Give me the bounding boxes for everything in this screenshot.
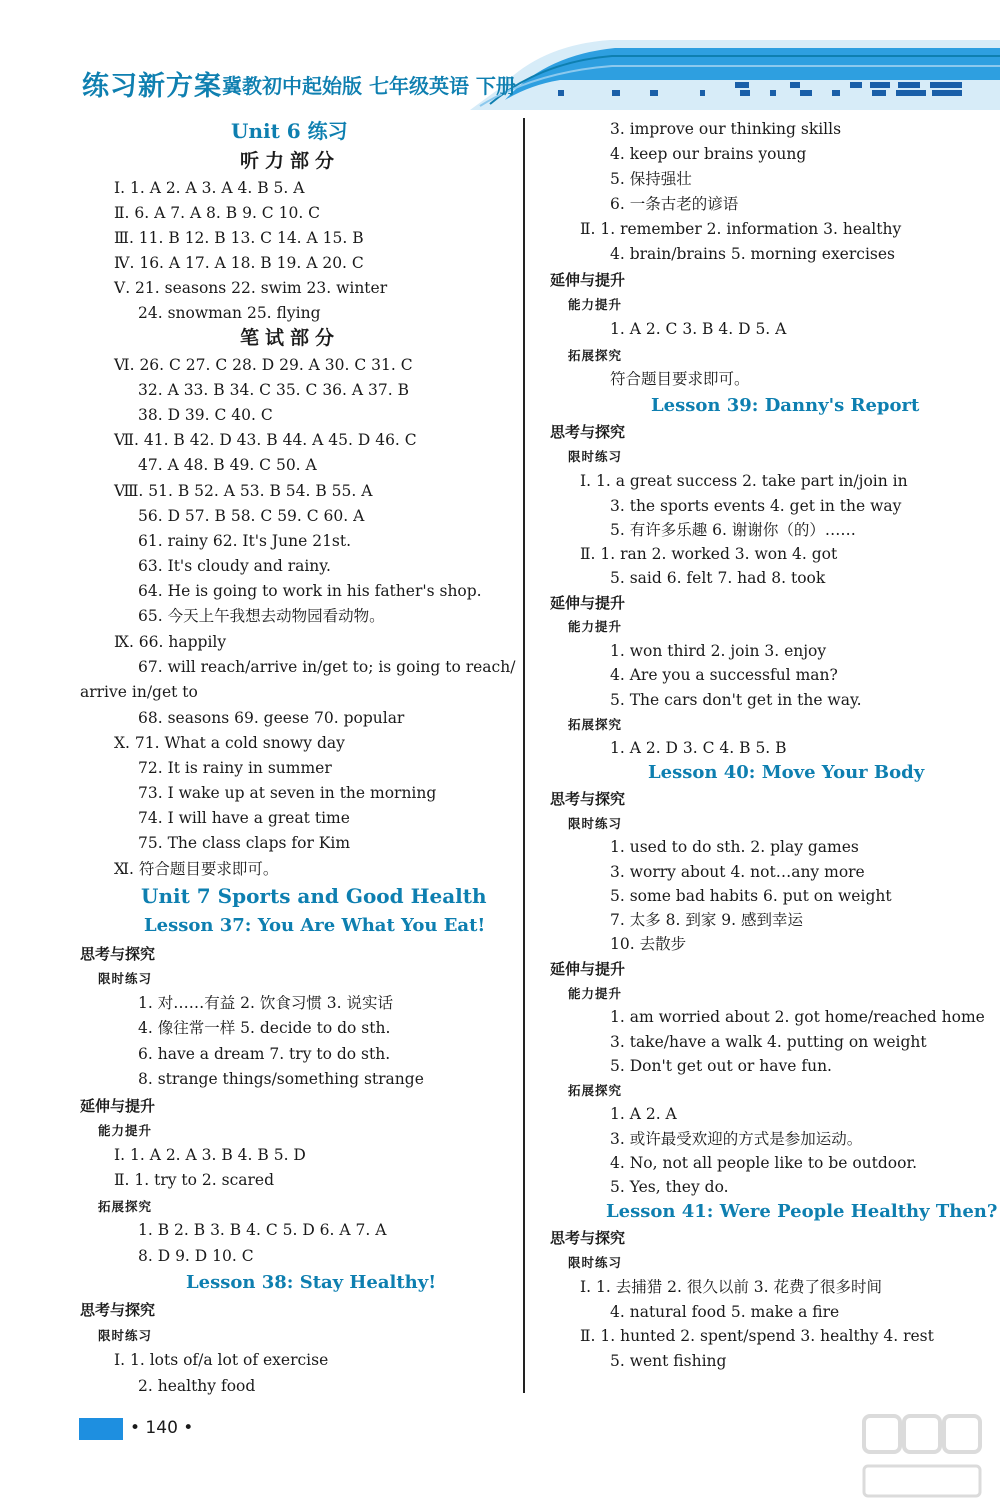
category-heading: 思考与探究 [550,423,626,441]
answer-line: 5. went fishing [610,1352,727,1370]
page-number: • 140 • [130,1418,194,1438]
answer-line: 64. He is going to work in his father's shop. [138,582,482,600]
page-header [0,0,1000,110]
subcategory-heading: 限时练习 [568,1255,623,1270]
answer-line: 3. take/have a walk 4. putting on weight [610,1033,927,1051]
answer-line: 63. It's cloudy and rainy. [138,557,331,575]
section-heading: 笔试部分 [240,327,341,349]
answer-line: 38. D 39. C 40. C [138,406,273,424]
category-heading: 思考与探究 [550,790,626,808]
answer-line: Ⅰ. 1. a great success 2. take part in/join in [580,472,908,490]
answer-line: 1. A 2. D 3. C 4. B 5. B [610,739,787,757]
answer-line: 5. some bad habits 6. put on weight [610,887,892,905]
answer-line: Ⅱ. 1. try to 2. scared [114,1171,275,1189]
answer-line: 1. B 2. B 3. B 4. C 5. D 6. A 7. A [138,1221,387,1239]
subcategory-heading: 限时练习 [98,971,153,986]
answer-line: 3. improve our thinking skills [610,120,842,138]
subcategory-heading: 拓展探究 [568,348,623,363]
unit-heading: Unit 7 Sports and Good Health [141,884,487,908]
column-divider [523,118,525,1393]
answer-line: 1. 对……有益 2. 饮食习惯 3. 说实话 [138,994,394,1012]
answer-line: 1. won third 2. join 3. enjoy [610,642,827,660]
answer-line: Ⅱ. 1. ran 2. worked 3. won 4. got [580,545,838,563]
subcategory-heading: 限时练习 [568,816,623,831]
answer-line: 73. I wake up at seven in the morning [138,784,437,802]
page-number-bar [79,1418,123,1440]
lesson-heading: Lesson 40: Move Your Body [648,762,925,783]
subcategory-heading: 能力提升 [568,619,623,634]
answer-line: 24. snowman 25. flying [138,304,321,322]
category-heading: 思考与探究 [550,1229,626,1247]
answer-line: 4. brain/brains 5. morning exercises [610,245,895,263]
lesson-heading: Lesson 41: Were People Healthy Then? [606,1201,998,1222]
subcategory-heading: 拓展探究 [98,1199,153,1214]
subcategory-heading: 能力提升 [98,1123,153,1138]
answer-line: 72. It is rainy in summer [138,759,332,777]
answer-line: Ⅱ. 1. hunted 2. spent/spend 3. healthy 4. rest [580,1327,934,1345]
answer-line: Ⅴ. 21. seasons 22. swim 23. winter [114,279,388,297]
answer-line: 5. Don't get out or have fun. [610,1057,832,1075]
subcategory-heading: 能力提升 [568,297,623,312]
category-heading: 思考与探究 [80,1301,156,1319]
subcategory-heading: 拓展探究 [568,717,623,732]
answer-line: 68. seasons 69. geese 70. popular [138,709,405,727]
section-heading: 听力部分 [240,150,341,172]
answer-line: Ⅹ. 71. What a cold snowy day [114,734,345,752]
answer-line: 4. Are you a successful man? [610,666,838,684]
answer-line: Ⅱ. 1. remember 2. information 3. healthy [580,220,902,238]
category-heading: 延伸与提升 [550,960,626,978]
answer-line: 2. healthy food [138,1377,256,1395]
answer-line: 4. natural food 5. make a fire [610,1303,840,1321]
answer-line: Ⅰ. 1. A 2. A 3. A 4. B 5. A [114,179,305,197]
answer-line: 67. will reach/arrive in/get to; is going to reach/ [138,658,516,676]
lesson-heading: Lesson 39: Danny's Report [651,395,920,416]
answer-line: Ⅲ. 11. B 12. B 13. C 14. A 15. B [114,229,364,247]
subcategory-heading: 拓展探究 [568,1083,623,1098]
answer-line: 1. A 2. C 3. B 4. D 5. A [610,320,787,338]
answer-line: Ⅵ. 26. C 27. C 28. D 29. A 30. C 31. C [114,356,413,374]
answer-line: 56. D 57. B 58. C 59. C 60. A [138,507,365,525]
answer-line: 5. 保持强壮 [610,170,692,188]
answer-line: 1. A 2. A [610,1105,677,1123]
answer-line: 3. worry about 4. not…any more [610,863,865,881]
answer-line: 5. said 6. felt 7. had 8. took [610,569,826,587]
answer-line: 8. strange things/something strange [138,1070,424,1088]
answer-line: 5. Yes, they do. [610,1178,729,1196]
answer-line: Ⅺ. 符合题目要求即可。 [114,860,279,878]
answer-line: 5. 有许多乐趣 6. 谢谢你（的）…… [610,521,856,539]
answer-line: 4. keep our brains young [610,145,807,163]
book-subtitle: 冀教初中起始版 七年级英语 下册 [222,74,516,98]
answer-line: 6. 一条古老的谚语 [610,195,739,213]
answer-line: 4. No, not all people like to be outdoor. [610,1154,918,1172]
answer-line: 1. am worried about 2. got home/reached home [610,1008,985,1026]
answer-line: 3. the sports events 4. get in the way [610,497,902,515]
answer-line: 7. 太多 8. 到家 9. 感到幸运 [610,911,804,929]
answer-line: Ⅰ. 1. lots of/a lot of exercise [114,1351,329,1369]
answer-line: Ⅱ. 6. A 7. A 8. B 9. C 10. C [114,204,321,222]
answer-line: 3. 或许最受欢迎的方式是参加运动。 [610,1130,863,1148]
unit-heading: Unit 6 练习 [231,119,348,143]
answer-line: 5. The cars don't get in the way. [610,691,862,709]
answer-line: Ⅳ. 16. A 17. A 18. B 19. A 20. C [114,254,364,272]
category-heading: 思考与探究 [80,945,156,963]
lesson-heading: Lesson 37: You Are What You Eat! [144,915,486,936]
answer-line: Ⅶ. 41. B 42. D 43. B 44. A 45. D 46. C [114,431,417,449]
answer-line: 75. The class claps for Kim [138,834,351,852]
subcategory-heading: 能力提升 [568,986,623,1001]
lesson-heading: Lesson 38: Stay Healthy! [186,1272,437,1293]
answer-line: Ⅰ. 1. 去捕猎 2. 很久以前 3. 花费了很多时间 [580,1278,882,1296]
answer-line: 47. A 48. B 49. C 50. A [138,456,317,474]
answer-line: 4. 像往常一样 5. decide to do sth. [138,1019,391,1037]
answer-line: Ⅰ. 1. A 2. A 3. B 4. B 5. D [114,1146,306,1164]
subcategory-heading: 限时练习 [568,449,623,464]
answer-line: 10. 去散步 [610,935,687,953]
answer-line: 74. I will have a great time [138,809,350,827]
answer-line: 61. rainy 62. It's June 21st. [138,532,352,550]
answer-line: 8. D 9. D 10. C [138,1247,254,1265]
answer-line: Ⅷ. 51. B 52. A 53. B 54. B 55. A [114,482,373,500]
answer-line: 65. 今天上午我想去动物园看动物。 [138,607,385,625]
series-title: 练习新方案 [82,71,222,102]
watermark-logo [860,1408,985,1503]
answer-line: 符合题目要求即可。 [610,370,750,388]
answer-line: 1. used to do sth. 2. play games [610,838,859,856]
answer-line: 6. have a dream 7. try to do sth. [138,1045,391,1063]
category-heading: 延伸与提升 [80,1097,156,1115]
category-heading: 延伸与提升 [550,271,626,289]
answer-line: arrive in/get to [80,683,198,701]
category-heading: 延伸与提升 [550,594,626,612]
answer-line: 32. A 33. B 34. C 35. C 36. A 37. B [138,381,409,399]
answer-line: Ⅸ. 66. happily [114,633,227,651]
subcategory-heading: 限时练习 [98,1328,153,1343]
